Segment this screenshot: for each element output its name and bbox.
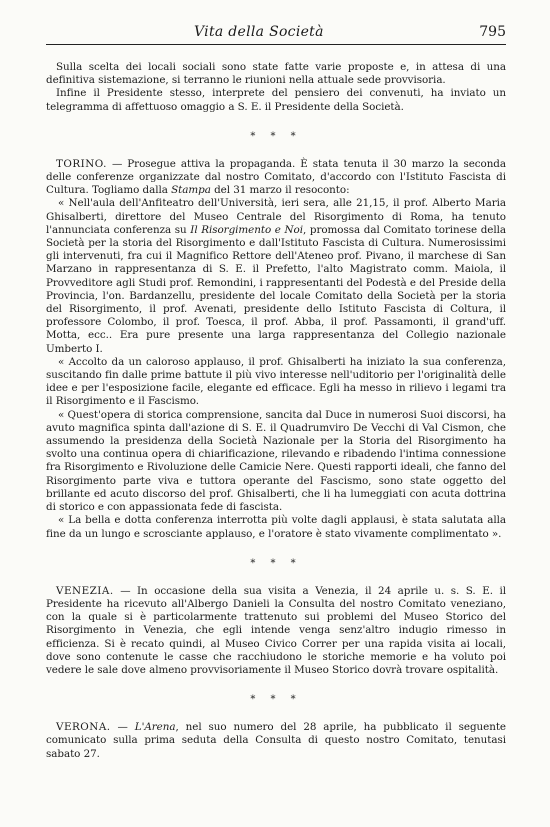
section-separator-1: * * * <box>250 130 302 142</box>
torino-quote-1 <box>46 197 506 355</box>
torino-quote-4: « La bella e dotta conferenza interrotta più volte dagli applausi, è stata salutata alla fine da un lungo e scrosciante applauso, e l'oratore è stato vivamente complimentato ». <box>46 514 506 540</box>
venezia-paragraph <box>46 585 506 677</box>
torino-quote-2: « Accolto da un caloroso applauso, il prof. Ghisalberti ha iniziato la sua conferenza, suscitando fin dalle prime battute il più vivo interesse nell'uditorio per l'originalità delle idee e per l'esposizione facile, elegante ed efficace. Egli ha messo in rilievo i legami tra il Risorgimento e il Fascismo. <box>46 355 506 408</box>
quote-1-text-end: , promossa dal Comitato torinese della Società per la storia del Risorgimento e dall'Istituto Fascista di Cultura. Numerosissimi gli intervenuti, fra cui il Magnifico Rettore dell'Ateneo prof. Pivano, il marchese di San Marzano in rappresentanza di S. E. il Prefetto, l'alto Magistrato comm. Maiola, il Provveditore agli Studi prof. Remondini, i rappresentanti del Podestà e del Preside della Provincia, l'on. Bardanzellu, presidente del locale Comitato della Società per la storia del Risorgimento, il prof. Avenati, presidente dello Istituto Fascista di Coltura, il professore Colombo, il prof. Toesca, il prof. Abba, il prof. Passamonti, il grand'uff. Motta, ecc.. Era pure presente una larga rappresentanza del Collegio nazionale Umberto I. <box>46 223 506 355</box>
venezia-text: — In occasione della sua visita a Venezia, il 24 aprile u. s. S. E. il Presidente ha ricevuto all'Albergo Danieli la Consulta del nostro Comitato veneziano, con la quale si è particolarmente trattenuto sui problemi del Museo Storico del Risorgimento in Venezia, che egli intende venga senz'altro indugio rimesso in efficienza. Si è recato quindi, al Museo Civico Correr per una rapida visita ai locali, dove sono contenute le casse che racchiudono le storiche memorie e ha voluto poi vedere le sale dove almeno provvisoriamente il Museo Storico dovrà trovare ospitalità. <box>46 584 506 676</box>
place-verona: VERONA. <box>56 721 111 734</box>
torino-lead-end: del 31 marzo il resoconto: <box>210 184 350 197</box>
verona-text: , nel suo numero del 28 aprile, ha pubblicato il seguente comunicato sulla prima seduta della Consulta di questo nostro Comitato, tenutasi sabato 27. <box>46 721 506 760</box>
body-text <box>46 61 506 761</box>
header-title: Vita della Società <box>194 24 324 40</box>
verona-dash: — <box>110 721 135 734</box>
intro-paragraph-2: Infine il Presidente stesso, interprete del pensiero dei convenuti, ha inviato un telegramma di affettuoso omaggio a S. E. il Presidente della Società. <box>46 87 506 113</box>
verona-paragraph <box>46 721 506 761</box>
conference-title: Il Risorgimento e Noi <box>190 223 303 236</box>
place-venezia: VENEZIA. <box>56 584 114 597</box>
section-separator-2: * * * <box>250 557 302 569</box>
section-separator-3: * * * <box>250 694 302 706</box>
newspaper-title-stampa: Stampa <box>171 184 211 197</box>
intro-paragraph-1: Sulla scelta dei locali sociali sono state fatte varie proposte e, in attesa di una definitiva sistemazione, si terranno le riunioni nella attuale sede provvisoria. <box>46 61 506 87</box>
torino-paragraph <box>46 158 506 198</box>
place-torino: TORINO. <box>56 157 107 170</box>
quote-1-text-start: « Nell'aula dell'Anfiteatro dell'Università, ieri sera, alle 21,15, il prof. Alberto Maria Ghisalberti, direttore del Museo Centrale del Risorgimento di Roma, ha tenuto l'annunciata conferenza su <box>46 197 506 236</box>
running-header <box>46 22 506 45</box>
newspaper-title-arena: L'Arena <box>134 721 176 734</box>
torino-quote-3: « Quest'opera di storica comprensione, sancita dal Duce in numerosi Suoi discorsi, ha avuto magnifica spinta dall'azione di S. E. il Quadrumviro De Vecchi di Val Cismon, che assumendo la presidenza della Società Nazionale per la Storia del Risorgimento ha svolto una continua opera di chiarificazione, rilevando e ribadendo l'intima connessione fra Risorgimento e Rivoluzione delle Camicie Nere. Questi rapporti ideali, che fanno del Risorgimento parte viva e tuttora operante del Fascismo, sono state oggetto del brillante ed acuto discorso del prof. Ghisalberti, che li ha lumeggiati con acuta dottrina di storico e con appassionata fede di fascista. <box>46 408 506 514</box>
torino-lead-text: — Prosegue attiva la propaganda. È stata tenuta il 30 marzo la seconda delle conferenze organizzate dal nostro Comitato, d'accordo con l'Istituto Fascista di Cultura. Togliamo dalla <box>46 157 506 197</box>
page-number: 795 <box>479 24 506 40</box>
